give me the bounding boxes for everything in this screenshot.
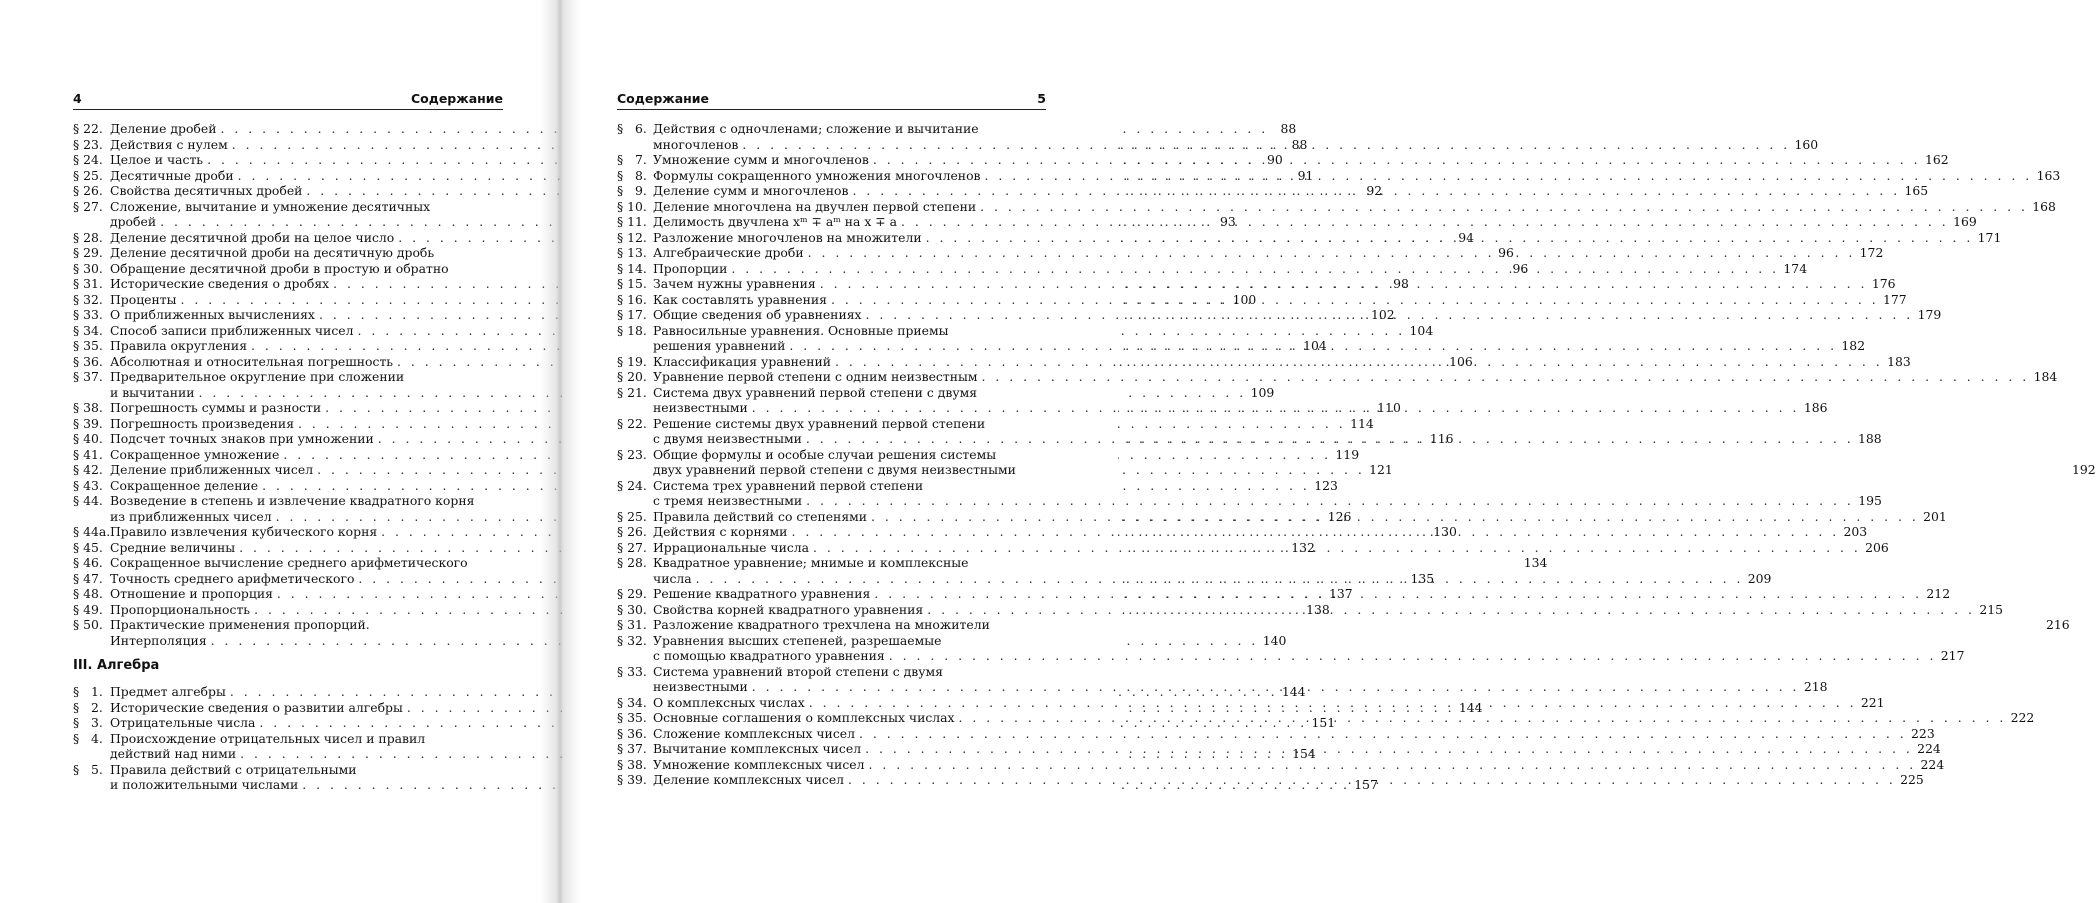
- section-number: § 36.: [73, 353, 103, 369]
- section-number: § 2.: [73, 699, 103, 715]
- dot-leader: [976, 199, 2030, 215]
- section-number: § 24.: [617, 477, 647, 493]
- entry-title: Деление многочлена на двучлен первой степени: [653, 198, 977, 214]
- section-number: § 4.: [73, 730, 103, 746]
- entry-title: Система уравнений второй степени с двумя: [653, 663, 944, 679]
- entry-title: Исторические сведения о дробях: [110, 276, 330, 291]
- entry-title: Обращение десятичной дроби в простую и обратно: [110, 260, 449, 276]
- page-ref: 134: [1523, 555, 1548, 570]
- page-ref: 119: [1335, 446, 1360, 462]
- section-number: § 28.: [617, 555, 647, 570]
- toc-entry: [617, 617, 2070, 633]
- entry-title: Сложение комплексных чисел: [653, 725, 855, 741]
- entry-title: Сокращенное вычисление среднего арифметического: [110, 555, 468, 570]
- dot-leader: [869, 152, 1923, 168]
- section-number: § 42.: [73, 462, 103, 477]
- entry-title: Точность среднего арифметического: [110, 570, 355, 586]
- dot-leader: [831, 354, 1885, 370]
- section-number: § 39.: [73, 415, 103, 431]
- page-ref: 201: [1923, 508, 1947, 524]
- section-number: § 36.: [617, 725, 647, 741]
- page-ref: 100: [1232, 291, 1257, 307]
- section-number: § 23.: [73, 136, 103, 152]
- book-gutter: [540, 0, 580, 903]
- page-ref: 165: [1904, 183, 1929, 198]
- page-ref: 104: [1303, 338, 1327, 353]
- entry-title: и вычитании: [110, 384, 195, 400]
- entry-title: Зачем нужны уравнения: [653, 276, 816, 291]
- entry-title: Уравнения высших степеней, разрешаемые: [653, 632, 942, 648]
- page-ref: 144: [1281, 684, 1306, 699]
- section-number: § 16.: [617, 291, 647, 307]
- entry-title: Деление десятичной дроби на целое число: [110, 229, 395, 245]
- section-number: § 1.: [73, 684, 103, 699]
- entry-title: Действия с нулем: [110, 136, 228, 152]
- entry-title: Общие сведения об уравнениях: [653, 307, 862, 322]
- page-ref: 123: [1314, 477, 1338, 493]
- page-ref: 96: [1512, 260, 1529, 276]
- entry-title: Как составлять уравнения: [653, 291, 827, 307]
- page-ref: 169: [1953, 214, 1977, 229]
- section-number: § 19.: [617, 353, 647, 369]
- dot-leader: [816, 276, 1870, 292]
- entry-title: Отношение и пропорция: [110, 586, 273, 601]
- entry-title: Разложение квадратного трехчлена на множители: [653, 617, 990, 632]
- entry-title: Алгебраические дроби: [653, 245, 804, 260]
- section-number: § 48.: [73, 586, 103, 601]
- page-ref: 168: [2032, 198, 2056, 214]
- section-number: § 20.: [617, 369, 647, 384]
- toc-entry: [617, 725, 1935, 742]
- entry-title: Правило извлечения кубического корня: [110, 524, 378, 539]
- page-ref: 176: [1871, 276, 1896, 291]
- entry-title: Общие формулы и особые случаи решения системы: [653, 446, 997, 462]
- page-ref: 126: [1327, 508, 1352, 524]
- page-ref: 91: [1297, 167, 1314, 183]
- section-number: § 17.: [617, 307, 647, 322]
- entry-title: Пропорциональность: [110, 601, 251, 617]
- entry-title: Сокращенное деление: [110, 477, 259, 493]
- entry-title: Практические применения пропорций.: [110, 617, 370, 632]
- section-number: § 44.: [73, 493, 103, 508]
- page-ref: 160: [1794, 136, 1819, 152]
- section-number: § 40.: [73, 431, 103, 446]
- entry-title: Система двух уравнений первой степени с двумя: [653, 384, 978, 400]
- section-number: § 27.: [73, 198, 103, 214]
- entry-title: Погрешность суммы и разности: [110, 400, 322, 415]
- section-number: § 47.: [73, 570, 103, 586]
- entry-title: Деление дробей: [110, 121, 217, 136]
- entry-title: Вычитание комплексных чисел: [653, 741, 862, 756]
- entry-title: Абсолютная и относительная погрешность: [110, 353, 394, 369]
- section-number: § 31.: [617, 617, 647, 632]
- section-number: § 29.: [617, 586, 647, 601]
- entry-title: Иррациональные числа: [653, 539, 810, 555]
- section-number: § 5.: [73, 761, 103, 777]
- page-ref: 92: [1366, 183, 1383, 198]
- entry-title: Отрицательные числа: [110, 715, 256, 730]
- dot-leader: [981, 168, 2035, 184]
- section-number: § 29.: [73, 245, 103, 260]
- entry-title: неизвестными: [653, 679, 748, 694]
- entry-title: Пропорции: [653, 260, 728, 276]
- page-ref: 88: [1280, 121, 1297, 136]
- dot-leader: [787, 524, 1841, 540]
- section-number: § 46.: [73, 555, 103, 570]
- section-number: § 45.: [73, 539, 103, 555]
- page-ref: 195: [1858, 493, 1882, 508]
- entry-title: двух уравнений первой степени с двумя неизвестными: [653, 462, 1016, 477]
- page-ref: 96: [1498, 245, 1514, 260]
- section-number: § 34.: [617, 694, 647, 710]
- section-number: § 30.: [617, 601, 647, 617]
- page-ref: 140: [1262, 632, 1287, 648]
- page-ref: 88: [1291, 136, 1308, 152]
- entry-title: Десятичные дроби: [110, 167, 234, 183]
- toc-entry: [617, 198, 2056, 215]
- entry-title: Умножение сумм и многочленов: [653, 152, 869, 167]
- section-number: § 13.: [617, 245, 647, 260]
- page-ref: 177: [1883, 291, 1907, 307]
- page-ref: 182: [1841, 338, 1866, 353]
- dot-leader: [864, 757, 1918, 773]
- dot-leader: [955, 710, 2009, 726]
- section-number: § 9.: [617, 183, 647, 198]
- dot-leader: [804, 245, 1858, 261]
- section-number: § 33.: [617, 663, 647, 679]
- page-ref: 130: [1433, 524, 1457, 539]
- toc-entry: [617, 369, 2058, 385]
- dot-leader: [862, 307, 1916, 323]
- page-ref: 121: [1369, 462, 1393, 477]
- page-ref: 174: [1783, 260, 1808, 276]
- page-ref: 206: [1865, 539, 1889, 555]
- page-ref: 186: [1803, 400, 1828, 415]
- entry-title: действий над ними: [110, 746, 237, 761]
- section-number: § 43.: [73, 477, 103, 493]
- dot-leader: [827, 292, 1881, 308]
- dot-leader: [855, 726, 1909, 742]
- section-number: § 22.: [73, 121, 103, 136]
- section-number: § 24.: [73, 152, 103, 167]
- section-number: § 25.: [617, 508, 647, 524]
- entry-title: Подсчет точных знаков при умножении: [110, 431, 374, 446]
- entry-title: Свойства корней квадратного уравнения: [653, 601, 924, 617]
- page-ref: 224: [1920, 756, 1945, 772]
- section-number: § 31.: [73, 276, 103, 291]
- section-number: § 23.: [617, 446, 647, 462]
- entry-title: с тремя неизвестными: [653, 493, 803, 508]
- section-number: § 3.: [73, 715, 103, 730]
- section-number: § 7.: [617, 152, 647, 167]
- entry-title: Правила действий со степенями: [653, 508, 868, 524]
- entry-title: О приближенных вычислениях: [110, 307, 315, 322]
- entry-title: числа: [653, 570, 692, 586]
- section-number: § 8.: [617, 167, 647, 183]
- page-ref: 179: [1917, 307, 1942, 322]
- page-ref: 114: [1350, 415, 1374, 431]
- dot-leader: [844, 772, 1898, 788]
- running-title: Содержание: [410, 91, 503, 106]
- page-ref: 98: [1393, 276, 1409, 291]
- section-number: § 25.: [73, 167, 103, 183]
- section-number: § 10.: [617, 198, 647, 214]
- section-number: § 32.: [73, 291, 103, 307]
- page-ref: 225: [1900, 772, 1924, 787]
- section-number: § 50.: [73, 617, 103, 632]
- page-number: 5: [1037, 91, 1046, 106]
- section-number: § 38.: [73, 400, 103, 415]
- section-number: § 22.: [617, 415, 647, 431]
- entry-title: Правила округления: [110, 338, 248, 353]
- page-ref: 192: [2072, 462, 2096, 477]
- entry-title: Разложение многочленов на множители: [653, 229, 922, 245]
- entry-title: Сложение, вычитание и умножение десятичных: [110, 198, 431, 214]
- page-ref: 151: [1311, 715, 1336, 730]
- dot-leader: [922, 230, 1976, 246]
- entry-title: неизвестными: [653, 400, 748, 415]
- section-number: § 49.: [73, 601, 103, 617]
- entry-title: Предварительное округление при сложении: [110, 369, 405, 384]
- section-number: § 11.: [617, 214, 647, 229]
- entry-title: Деление комплексных чисел: [653, 772, 845, 787]
- entry-title: Система трех уравнений первой степени: [653, 477, 924, 493]
- section-number: § 38.: [617, 756, 647, 772]
- page-number: 4: [73, 91, 82, 106]
- page-ref: 144: [1458, 699, 1483, 715]
- entry-title: Квадратное уравнение; мнимые и комплексные: [653, 555, 969, 570]
- section-number: § 33.: [73, 307, 103, 322]
- section-number: § 12.: [617, 229, 647, 245]
- page-ref: 154: [1292, 746, 1316, 761]
- entry-title: с помощью квадратного уравнения: [653, 648, 885, 663]
- page-ref: 90: [1267, 152, 1283, 167]
- page-ref: 106: [1449, 353, 1473, 369]
- entry-title: Проценты: [110, 291, 177, 307]
- entry-title: Деление десятичной дроби на десятичную дробь: [110, 245, 435, 260]
- page-ref: 93: [1220, 214, 1236, 229]
- page-ref: 94: [1458, 229, 1474, 245]
- dot-leader: [885, 648, 1939, 664]
- section-number: § 37.: [617, 741, 647, 756]
- dot-leader: [870, 586, 1924, 602]
- section-title-algebra: III. Алгебра: [73, 658, 160, 673]
- dot-leader: [848, 183, 1902, 199]
- page-ref: 110: [1377, 400, 1401, 415]
- dot-leader: [805, 695, 1859, 711]
- page-ref: 109: [1250, 384, 1275, 400]
- page-ref: 224: [1917, 741, 1941, 756]
- page-ref: 163: [2036, 167, 2061, 183]
- entry-title: Средние величины: [110, 539, 236, 555]
- right-page-header: [617, 89, 1046, 110]
- toc-entry: [617, 756, 1945, 773]
- section-number: § 44а.: [73, 524, 111, 539]
- running-title: Содержание: [617, 91, 710, 106]
- page-ref: 216: [2045, 617, 2070, 632]
- page-ref: 157: [1354, 777, 1378, 792]
- entry-title: Способ записи приближенных чисел: [110, 322, 354, 338]
- entry-title: Деление приближенных чисел: [110, 462, 314, 477]
- dot-leader: [923, 602, 1977, 618]
- section-number: § 28.: [73, 229, 103, 245]
- page-ref: 212: [1926, 586, 1951, 601]
- page-ref: 132: [1291, 539, 1315, 555]
- dot-leader: [785, 338, 1839, 354]
- section-number: § 35.: [73, 338, 103, 353]
- page-ref: 104: [1409, 322, 1434, 338]
- section-number: § 35.: [617, 710, 647, 725]
- page-ref: 222: [2010, 710, 2035, 725]
- entry-title: Исторические сведения о развитии алгебры: [110, 699, 403, 715]
- entry-title: Формулы сокращенного умножения многочленов: [653, 167, 981, 183]
- entry-title: Возведение в степень и извлечение квадратного корня: [110, 493, 475, 508]
- page-ref: 135: [1410, 570, 1435, 586]
- section-number: § 14.: [617, 260, 647, 276]
- section-number: § 15.: [617, 276, 647, 291]
- dot-leader: [738, 137, 1792, 153]
- dot-leader: [748, 400, 1802, 416]
- section-number: § 26.: [617, 524, 647, 539]
- page-ref: 217: [1940, 648, 1965, 663]
- entry-title: Действия с корнями: [653, 524, 788, 539]
- page-ref: 221: [1860, 694, 1885, 710]
- entry-title: с двумя неизвестными: [653, 431, 802, 446]
- dot-leader: [978, 369, 2032, 385]
- page-ref: 203: [1843, 524, 1868, 539]
- entry-title: многочленов: [653, 136, 739, 152]
- entry-title: Делимость двучлена xᵐ ∓ aᵐ на x ∓ a: [653, 214, 897, 229]
- dot-leader: [727, 261, 1781, 277]
- entry-title: Правила действий с отрицательными: [110, 761, 357, 777]
- section-number: § 21.: [617, 384, 647, 400]
- page-ref: 162: [1924, 152, 1949, 167]
- page-ref: 171: [1977, 229, 2002, 245]
- page-ref: 138: [1306, 601, 1330, 617]
- page-ref: 183: [1887, 353, 1911, 369]
- entry-title: Уравнение первой степени с одним неизвестным: [653, 369, 978, 384]
- page-ref: 137: [1329, 586, 1353, 601]
- entry-title: решения уравнений: [653, 338, 786, 353]
- entry-title: Погрешность произведения: [110, 415, 295, 431]
- dot-leader: [802, 431, 1856, 447]
- entry-title: Умножение комплексных чисел: [653, 756, 865, 772]
- entry-title: Действия с одночленами; сложение и вычитание: [653, 121, 979, 136]
- entry-title: и положительными числами: [110, 777, 299, 792]
- entry-title: Решение квадратного уравнения: [653, 586, 871, 601]
- page-ref: 215: [1979, 601, 2003, 617]
- section-number: § 27.: [617, 539, 647, 555]
- page-ref: 223: [1911, 725, 1935, 741]
- section-number: § 18.: [617, 322, 647, 338]
- page-ref: 102: [1371, 307, 1395, 322]
- entry-title: дробей: [110, 214, 157, 229]
- entry-title: Основные соглашения о комплексных числах: [653, 710, 955, 725]
- dot-leader: [809, 540, 1863, 556]
- dot-leader: [897, 214, 1951, 230]
- entry-title: из приближенных чисел: [110, 508, 272, 524]
- entry-title: Свойства десятичных дробей: [110, 183, 303, 198]
- dot-leader: [692, 571, 1746, 587]
- page-ref: 209: [1747, 570, 1772, 586]
- section-number: § 6.: [617, 121, 647, 136]
- page-ref: 218: [1803, 679, 1828, 694]
- entry-title: Интерполяция: [110, 632, 207, 648]
- entry-title: Происхождение отрицательных чисел и правил: [110, 730, 426, 746]
- entry-title: Деление сумм и многочленов: [653, 183, 849, 198]
- page-ref: 172: [1859, 245, 1884, 260]
- entry-title: Предмет алгебры: [110, 684, 226, 699]
- section-number: § 26.: [73, 183, 103, 198]
- entry-title: Равносильные уравнения. Основные приемы: [653, 322, 949, 338]
- entry-title: Решение системы двух уравнений первой степени: [653, 415, 986, 431]
- left-page-header: [73, 89, 503, 110]
- dot-leader: [802, 493, 1856, 509]
- entry-title: Классификация уравнений: [653, 353, 832, 369]
- page-ref: 116: [1429, 431, 1454, 446]
- section-number: § 32.: [617, 632, 647, 648]
- dot-leader: [867, 509, 1921, 525]
- entry-title: О комплексных числах: [653, 694, 805, 710]
- page-ref: 184: [2033, 369, 2058, 384]
- section-number: § 39.: [617, 772, 647, 787]
- section-number: § 30.: [73, 260, 103, 276]
- section-number: § 37.: [73, 369, 103, 384]
- entry-title: Сокращенное умножение: [110, 446, 280, 462]
- dot-leader: [748, 679, 1802, 695]
- section-number: § 41.: [73, 446, 103, 462]
- entry-title: Целое и часть: [110, 152, 204, 167]
- dot-leader: [861, 741, 1915, 757]
- section-number: § 34.: [73, 322, 103, 338]
- page-ref: 188: [1857, 431, 1882, 446]
